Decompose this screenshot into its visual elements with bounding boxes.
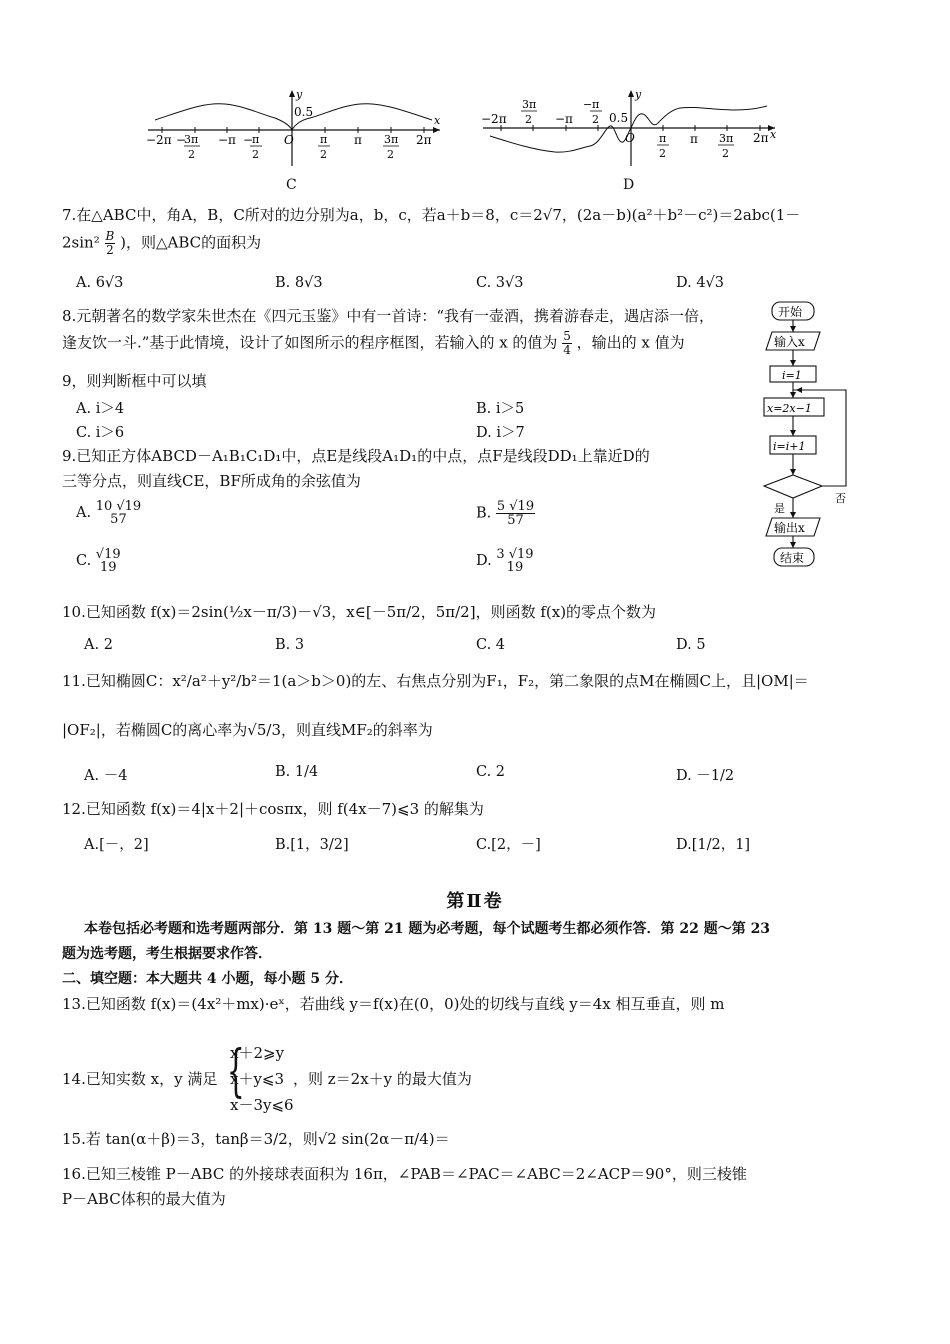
graph-c-y-label: y	[296, 88, 303, 101]
q7-option-c[interactable]: C. 3√3	[476, 275, 524, 291]
flowchart	[758, 300, 858, 570]
q10-text: 10.已知函数 f(x)＝2sin(½x－π/3)－√3，x∈[－5π/2，5π/2]，则函数 f(x)的零点个数为	[62, 603, 657, 621]
flow-no: 否	[835, 492, 846, 505]
svg-text:π: π	[690, 132, 698, 146]
q7-option-a[interactable]: A. 6√3	[76, 275, 124, 291]
svg-text:2: 2	[592, 113, 599, 126]
q16-line1: 16.已知三棱锥 P－ABC 的外接球表面积为 16π，∠PAB＝∠PAC＝∠ABC＝2∠ACP＝90°，则三棱锥	[62, 1165, 747, 1183]
svg-text:−: −	[176, 133, 187, 147]
svg-text:π: π	[354, 133, 362, 147]
svg-text:−2π: −2π	[146, 133, 172, 147]
q9-option-a[interactable]: A. 10 √19 57	[76, 499, 142, 527]
q14-condition-1: x＋2⩾y	[230, 1044, 285, 1062]
q14-post: ，则 z＝2x＋y 的最大值为	[293, 1070, 472, 1088]
flow-input: 输入x	[774, 335, 805, 349]
graph-d-origin: O	[625, 131, 635, 145]
q12-option-a[interactable]: A.[－，2]	[84, 837, 149, 853]
q7-option-b[interactable]: B. 8√3	[275, 275, 323, 291]
svg-text:π: π	[252, 133, 260, 146]
graph-c-x-label: x	[434, 114, 441, 127]
q8-line2: 逢友饮一斗.”基于此情境，设计了如图所示的程序框图，若输入的 x 的值为 $\frac{5}{4}$ ，输出的 x 值为	[62, 329, 685, 357]
q14-condition-3: x－3y⩽6	[230, 1096, 294, 1114]
q12-text: 12.已知函数 f(x)＝4|x＋2|＋cosπx，则 f(4x－7)⩽3 的解集为	[62, 800, 484, 818]
q11-line1: 11.已知椭圆C：x²/a²＋y²/b²＝1(a＞b＞0)的左、右焦点分别为F₁，F₂，第二象限的点M在椭圆C上，且|OM|＝	[62, 672, 809, 690]
svg-text:2: 2	[252, 148, 259, 161]
svg-text:−π: −π	[555, 112, 573, 126]
q13-text: 13.已知函数 f(x)＝(4x²＋mx)·eˣ，若曲线 y＝f(x)在(0，0)处的切线与直线 y＝4x 相互垂直，则 m	[62, 995, 725, 1013]
q8-option-c[interactable]: C. i＞6	[76, 425, 125, 441]
q9-option-b[interactable]: B. $\frac{5 √19}{57}$	[476, 499, 535, 528]
svg-text:2: 2	[387, 148, 394, 161]
fill-blank-heading: 二、填空题：本大题共 4 小题，每小题 5 分．	[62, 971, 353, 987]
q10-option-c[interactable]: C. 4	[476, 637, 506, 653]
q11-option-d[interactable]: D. －1/2	[676, 768, 735, 784]
q10-option-a[interactable]: A. 2	[84, 637, 113, 653]
graph-c	[140, 88, 450, 168]
flow-step2: i=i+1	[773, 440, 806, 453]
graph-c-label: C	[286, 177, 297, 193]
q7-line1: 7.在△ABC中，角A，B，C所对的边分别为a，b，c，若a＋b＝8，c＝2√7，(2a－b)(a²＋b²－c²)＝2abc(1－	[62, 206, 801, 224]
svg-text:3π: 3π	[184, 133, 199, 146]
svg-text:−: −	[583, 98, 593, 111]
flow-step1: x=2x−1	[767, 402, 812, 415]
q7-option-d[interactable]: D. 4√3	[676, 275, 725, 291]
graph-d-label: D	[623, 177, 635, 193]
q12-option-c[interactable]: C.[2，－]	[476, 837, 541, 853]
svg-text:3π: 3π	[522, 98, 537, 111]
graph-d-x-label: x	[770, 128, 777, 141]
q9-line2: 三等分点，则直线CE，BF所成角的余弦值为	[62, 472, 361, 490]
q11-line2: |OF₂|，若椭圆C的离心率为√5/3，则直线MF₂的斜率为	[62, 721, 433, 739]
svg-text:π: π	[592, 98, 600, 111]
q8-line3: 9，则判断框中可以填	[62, 372, 207, 390]
q7-line2: 2sin² $\frac{B}{2}$ )，则△ABC的面积为	[62, 229, 262, 257]
graph-c-ymark: 0.5	[294, 105, 314, 119]
q12-option-b[interactable]: B.[1，3/2]	[275, 837, 349, 853]
svg-text:2: 2	[525, 113, 532, 126]
flow-output: 输出x	[774, 521, 805, 535]
svg-text:2π: 2π	[416, 133, 432, 147]
svg-text:2π: 2π	[753, 131, 769, 145]
flow-yes: 是	[774, 502, 785, 515]
svg-text:3π: 3π	[719, 132, 734, 145]
q12-option-d[interactable]: D.[1/2，1]	[676, 837, 751, 853]
q8-option-b[interactable]: B. i＞5	[476, 401, 525, 417]
svg-text:π: π	[320, 133, 328, 146]
flow-init: i=1	[782, 369, 802, 382]
q10-option-d[interactable]: D. 5	[676, 637, 706, 653]
svg-text:2: 2	[188, 148, 195, 161]
q11-option-a[interactable]: A. －4	[84, 768, 128, 784]
svg-text:π: π	[659, 132, 667, 145]
svg-text:3π: 3π	[384, 133, 399, 146]
graph-d-ymark: 0.5	[609, 111, 629, 125]
svg-text:−2π: −2π	[481, 112, 507, 126]
q16-line2: P－ABC体积的最大值为	[62, 1190, 226, 1208]
svg-text:2: 2	[659, 147, 666, 160]
svg-text:−π: −π	[218, 133, 236, 147]
q15-text: 15.若 tan(α＋β)＝3，tanβ＝3/2，则√2 sin(2α－π/4)＝	[62, 1130, 450, 1148]
svg-text:2: 2	[320, 148, 327, 161]
q9-line1: 9.已知正方体ABCD－A₁B₁C₁D₁中，点E是线段A₁D₁的中点，点F是线段DD₁上靠近D的	[62, 447, 650, 465]
q9-option-c[interactable]: C. √19 19	[76, 547, 121, 575]
section-title: 第Ⅱ卷	[446, 891, 504, 912]
q11-option-c[interactable]: C. 2	[476, 764, 506, 780]
q8-line1: 8.元朝著名的数学家朱世杰在《四元玉鉴》中有一首诗：“我有一壶酒，携着游春走，遇店添一倍，	[62, 307, 714, 325]
flow-start: 开始	[778, 305, 803, 319]
graph-d	[475, 88, 785, 168]
q14-pre: 14.已知实数 x，y 满足	[62, 1070, 218, 1088]
q8-option-a[interactable]: A. i＞4	[76, 401, 125, 417]
graph-d-y-label: y	[635, 88, 642, 101]
svg-text:2: 2	[722, 147, 729, 160]
section-intro-2: 题为选考题，考生根据要求作答．	[62, 946, 272, 962]
q9-option-d[interactable]: D. 3 √19 19	[476, 547, 534, 575]
svg-text:−: −	[243, 133, 254, 147]
q8-option-d[interactable]: D. i＞7	[476, 425, 525, 441]
graph-c-origin: O	[284, 133, 294, 147]
q14-condition-2: x＋y⩽3	[230, 1070, 285, 1088]
q14-brace: {	[226, 1039, 245, 1104]
q10-option-b[interactable]: B. 3	[275, 637, 305, 653]
flow-end: 结束	[780, 551, 805, 565]
q11-option-b[interactable]: B. 1/4	[275, 764, 319, 780]
section-intro-1: 本卷包括必考题和选考题两部分．第 13 题～第 21 题为必考题，每个试题考生都必须作答．第 22 题～第 23	[84, 921, 771, 937]
